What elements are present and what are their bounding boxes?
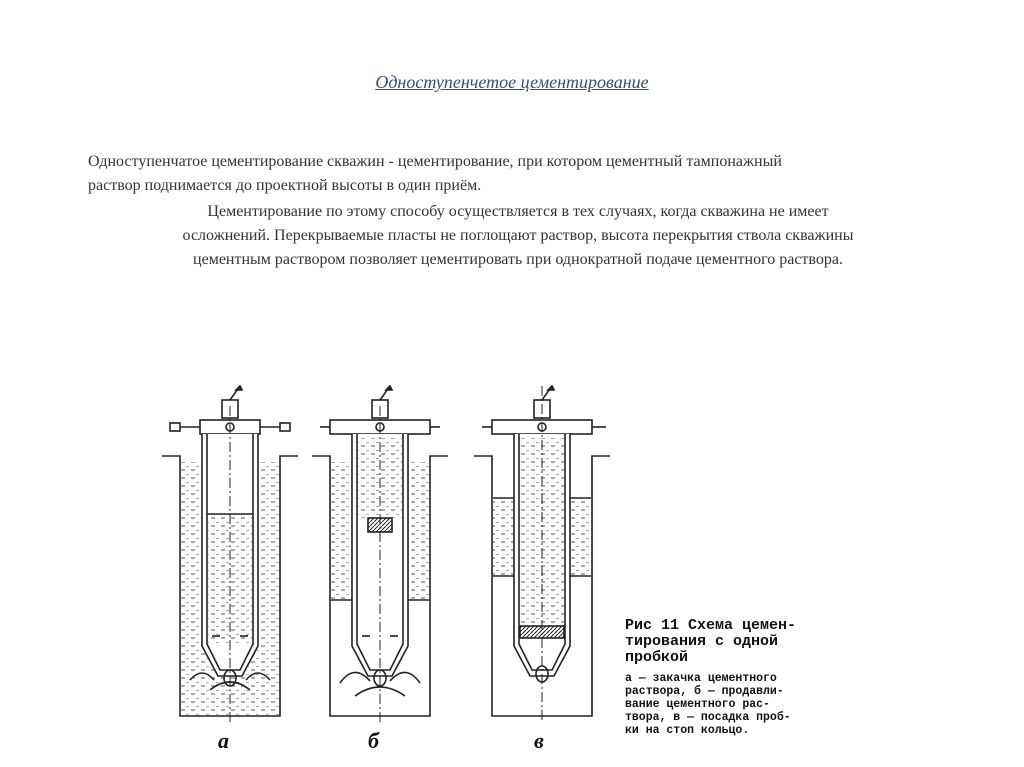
caption-title-line2: тирования с одной	[625, 633, 779, 650]
paragraph-conditions	[88, 200, 948, 272]
panel-b	[312, 386, 448, 723]
caption-title-line3: пробкой	[625, 649, 689, 666]
caption-title	[625, 618, 865, 666]
caption-title-line1: Рис 11 Схема цемен-	[625, 617, 797, 634]
caption-text-line5: ки на стоп кольцо.	[625, 724, 750, 737]
paragraph-definition	[88, 150, 968, 198]
slide-title: Одноступенчетое цементирование	[375, 72, 649, 92]
caption-text-line3: вание цементного рас-	[625, 698, 770, 711]
caption-text-line2: раствора, б — продавли-	[625, 685, 784, 698]
paragraph2-line3: цементным раствором позволяет цементировать при однократной подаче цементного раствора.	[193, 251, 843, 268]
figure-caption	[625, 618, 865, 737]
panel-c	[474, 386, 610, 723]
paragraph1-line1: Одноступенчатое цементирование скважин - цементирование, при котором цементный тампонажный	[88, 153, 782, 170]
panel-label-b: б	[368, 728, 379, 753]
paragraph1-line2: раствор поднимается до проектной высоты в один приём.	[88, 177, 482, 194]
caption-text-line4: твора, в — посадка проб-	[625, 711, 791, 724]
caption-text-line1: а — закачка цементного	[625, 672, 777, 685]
panel-label-c: в	[534, 728, 544, 753]
caption-text	[625, 672, 865, 737]
paragraph2-line1: Цементирование по этому способу осуществляется в тех случаях, когда скважина не имеет	[207, 203, 829, 220]
panel-label-a: а	[218, 728, 229, 753]
panel-a	[162, 386, 298, 723]
paragraph2-line2: осложнений. Перекрываемые пласты не поглощают раствор, высота перекрытия ствола скважины	[182, 227, 854, 244]
